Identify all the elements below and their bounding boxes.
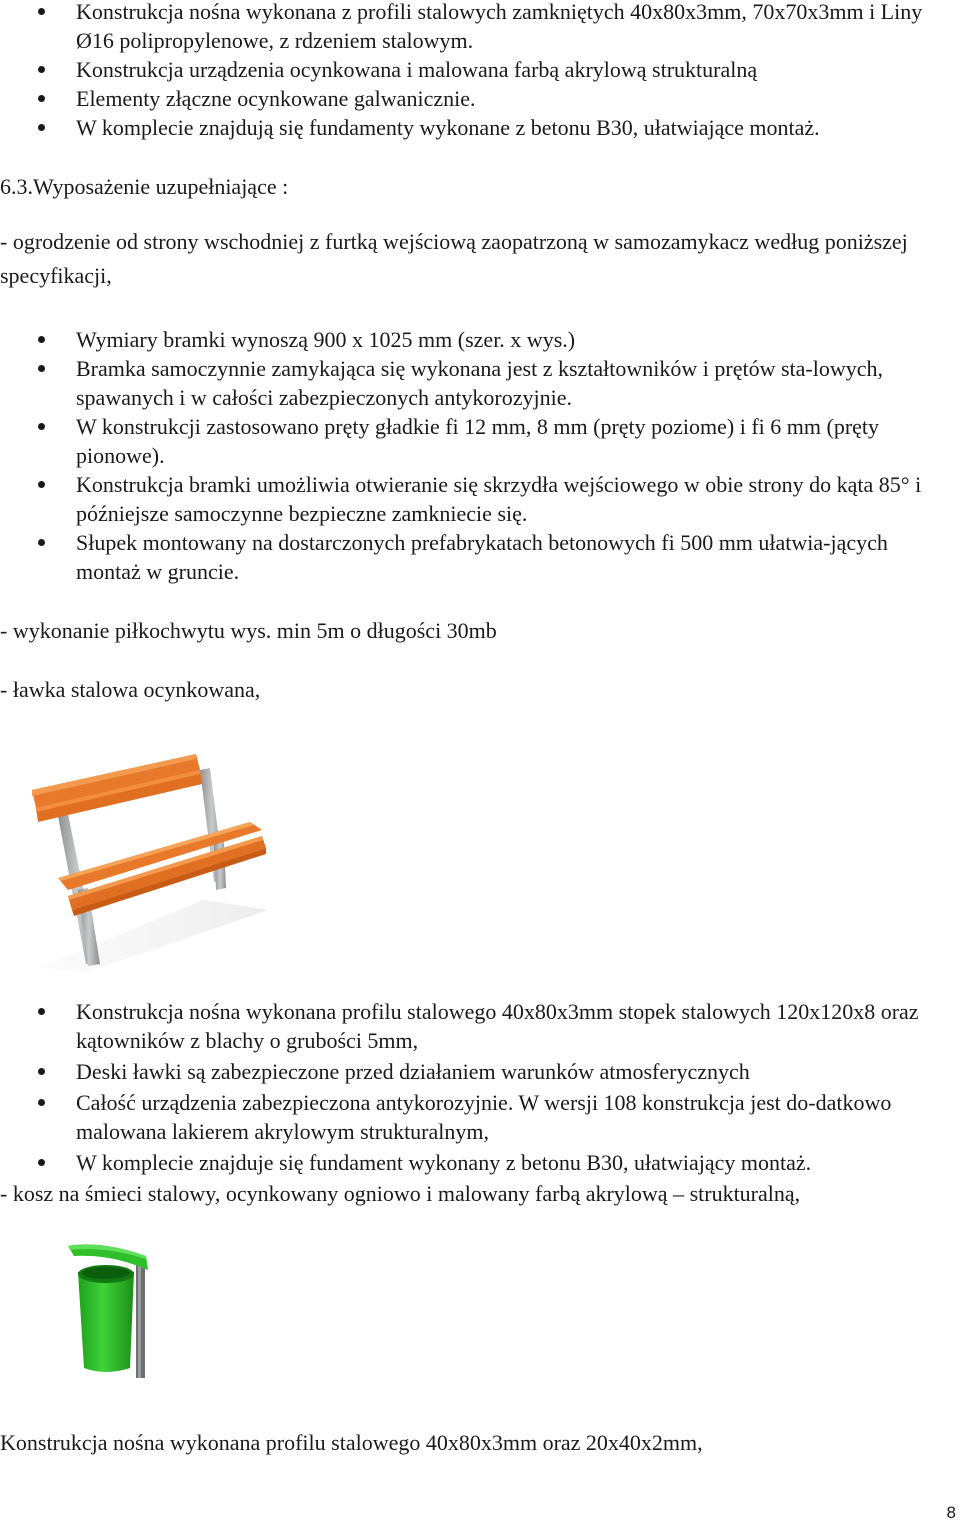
top-bullet-list (0, 0, 960, 142)
list-item: Konstrukcja nośna wykonana profilu stalowego 40x80x3mm stopek stalowych 120x120x8 oraz kątowników z blachy o grubości 5mm, (0, 997, 960, 1055)
list-item: W konstrukcji zastosowano pręty gładkie fi 12 mm, 8 mm (pręty poziome) i fi 6 mm (pręty pionowe). (0, 412, 960, 470)
list-item: Elementy złączne ocynkowane galwanicznie. (0, 84, 960, 113)
list-item: Konstrukcja nośna wykonana z profili stalowych zamkniętych 40x80x3mm, 70x70x3mm i Liny Ø16 polipropylenowe, z rdzeniem stalowym. (0, 0, 960, 55)
list-item: Całość urządzenia zabezpieczona antykorozyjnie. W wersji 108 konstrukcja jest do-datkowo malowana lakierem akrylowym strukturalnym, (0, 1088, 960, 1146)
page-number: 8 (946, 1503, 956, 1522)
bin-line: - kosz na śmieci stalowy, ocynkowany ogniowo i malowany farbą akrylową – strukturalną, (0, 1181, 801, 1206)
list-item: W komplecie znajduje się fundament wykonany z betonu B30, ułatwiający montaż. (0, 1148, 960, 1177)
list-item: W komplecie znajdują się fundamenty wykonane z betonu B30, ułatwiające montaż. (0, 113, 960, 142)
list-item: Słupek montowany na dostarczonych prefabrykatach betonowych fi 500 mm ułatwia-jących montaż w gruncie. (0, 528, 960, 586)
bench-line: - ławka stalowa ocynkowana, (0, 677, 261, 702)
ballcatcher-line: - wykonanie piłkochwytu wys. min 5m o długości 30mb (0, 618, 497, 643)
list-item: Bramka samoczynnie zamykająca się wykonana jest z kształtowników i prętów sta-lowych, spawanych i w całości zabezpieczonych antykorozyjnie. (0, 354, 960, 412)
bin-caption: Konstrukcja nośna wykonana profilu stalowego 40x80x3mm oraz 20x40x2mm, (0, 1430, 703, 1455)
bench-bullet-list (0, 997, 960, 1177)
fence-intro-paragraph: - ogrodzenie od strony wschodniej z furtką wejściową zaopatrzoną w samozamykacz według poniższej specyfikacji, (0, 229, 908, 288)
bench-image (28, 750, 278, 975)
list-item: Konstrukcja urządzenia ocynkowana i malowana farbą akrylową strukturalną (0, 55, 960, 84)
gate-bullet-list (0, 325, 960, 586)
list-item: Wymiary bramki wynoszą 900 x 1025 mm (szer. x wys.) (0, 325, 960, 354)
list-item: Deski ławki są zabezpieczone przed działaniem warunków atmosferycznych (0, 1057, 960, 1086)
section-heading: 6.3.Wyposażenie uzupełniające : (0, 174, 289, 199)
trash-bin-image (60, 1240, 160, 1380)
list-item: Konstrukcja bramki umożliwia otwieranie się skrzydła wejściowego w obie strony do kąta 85° i późniejsze samoczynne bezpieczne zamkniecie się. (0, 470, 960, 528)
